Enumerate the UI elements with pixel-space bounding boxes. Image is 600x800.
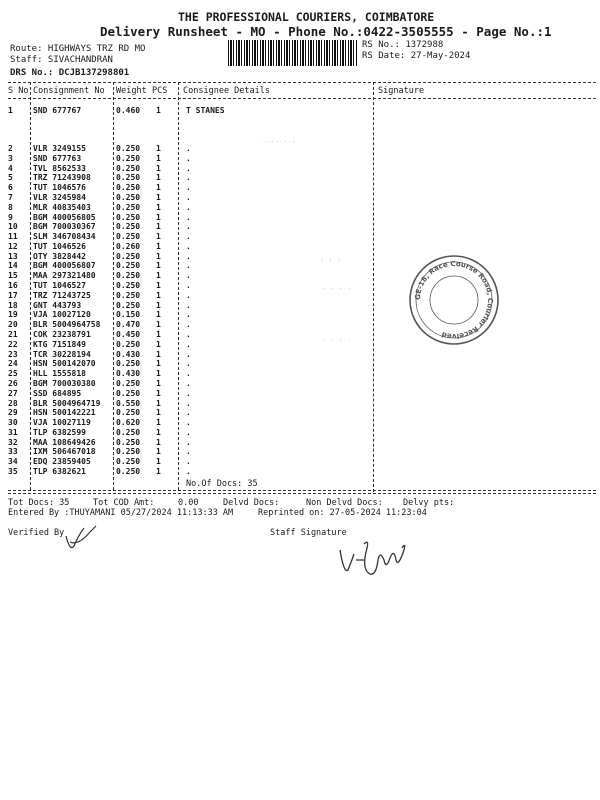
- cell-pcs: 1: [156, 388, 161, 398]
- cell-pcs: 1: [156, 290, 161, 300]
- cell-consignee: .: [186, 183, 191, 193]
- cell-sno: 17: [8, 290, 18, 300]
- cell-pcs: 1: [156, 320, 161, 330]
- cell-weight: 0.250: [116, 300, 141, 310]
- cell-consignment: SND 677767: [33, 106, 82, 115]
- delvy-pts: Delvy pts:: [403, 498, 455, 508]
- cell-consignment: TRZ 71243725: [33, 290, 91, 300]
- verified-by: Verified By: [8, 528, 65, 538]
- cell-sno: 27: [8, 388, 18, 398]
- cell-weight: 0.260: [116, 241, 141, 251]
- cell-sno: 21: [8, 330, 18, 339]
- cell-sno: 23: [8, 349, 18, 359]
- cell-consignment: BGM 400056805: [33, 212, 96, 222]
- stamp-text: GE-18, Race Course Road, Courier Received: [413, 259, 495, 341]
- cell-consignee: .: [186, 144, 191, 153]
- svg-text:GE-18, Race Course Road, Couri: [414, 260, 494, 340]
- cell-consignee: .: [186, 163, 191, 173]
- no-of-docs: No.Of Docs: 35: [186, 479, 258, 489]
- cell-pcs: 1: [156, 310, 161, 320]
- cell-pcs: 1: [156, 378, 161, 388]
- cell-pcs: 1: [156, 153, 161, 163]
- cell-weight: 0.250: [116, 153, 141, 163]
- cell-sno: 25: [8, 369, 18, 379]
- cell-consignee: .: [186, 418, 191, 428]
- cell-consignment: VJA 10027120: [33, 310, 91, 320]
- cell-sno: 5: [8, 173, 13, 183]
- cell-sno: 19: [8, 310, 18, 320]
- cell-weight: 0.550: [116, 398, 141, 408]
- cell-weight: 0.250: [116, 202, 141, 212]
- cell-weight: 0.250: [116, 378, 141, 388]
- cell-consignment: MAA 108649426: [33, 437, 96, 447]
- header-consignment: Consignment No: [33, 86, 105, 96]
- staff-signature: [336, 530, 414, 586]
- cell-weight: 0.250: [116, 183, 141, 193]
- entered-by: Entered By :THUYAMANI 05/27/2024 11:13:33 AM: [8, 508, 234, 518]
- cell-pcs: 1: [156, 300, 161, 310]
- cell-sno: 24: [8, 359, 18, 369]
- cell-consignment: TLP 6382621: [33, 467, 86, 477]
- cell-sno: 32: [8, 437, 18, 447]
- cell-sno: 8: [8, 202, 13, 212]
- cell-sno: 22: [8, 339, 18, 349]
- cell-consignment: HSN 500142070: [33, 359, 96, 369]
- cell-pcs: 1: [156, 457, 161, 467]
- cell-consignment: GNT 443793: [33, 300, 82, 310]
- cell-consignee: T STANES: [186, 106, 225, 115]
- cell-consignee: .: [186, 447, 191, 457]
- cell-consignment: TCR 30228194: [33, 349, 91, 359]
- cell-consignee: .: [186, 290, 191, 300]
- cell-pcs: 1: [156, 447, 161, 457]
- cell-weight: 0.460: [116, 106, 141, 115]
- cell-pcs: 1: [156, 202, 161, 212]
- cell-sno: 15: [8, 271, 18, 281]
- verified-signature: [60, 522, 102, 556]
- cell-weight: 0.620: [116, 418, 141, 428]
- cell-consignee: .: [186, 261, 191, 271]
- cell-sno: 7: [8, 192, 13, 202]
- cell-weight: 0.250: [116, 261, 141, 271]
- cell-weight: 0.250: [116, 271, 141, 281]
- cell-pcs: 1: [156, 212, 161, 222]
- col-divider: [30, 82, 31, 490]
- col-divider: [178, 82, 179, 490]
- barcode: [228, 40, 358, 66]
- cell-weight: 0.250: [116, 408, 141, 418]
- cell-consignment: BLR 5004964758: [33, 320, 101, 330]
- cell-consignee: .: [186, 310, 191, 320]
- cell-pcs: 1: [156, 281, 161, 291]
- non-delvd-docs: Non Delvd Docs:: [306, 498, 383, 508]
- header-pcs: PCS: [152, 86, 168, 96]
- cell-sno: 26: [8, 378, 18, 388]
- cell-weight: 0.250: [116, 222, 141, 232]
- cell-consignee: .: [186, 251, 191, 261]
- table-bottom-rule-2: [8, 493, 596, 494]
- cell-consignment: MAA 297321480: [33, 271, 96, 281]
- cell-pcs: 1: [156, 369, 161, 379]
- cell-weight: 0.250: [116, 163, 141, 173]
- cell-weight: 0.430: [116, 369, 141, 379]
- cell-consignment: IXM 506467018: [33, 447, 96, 457]
- cell-consignment: TVL 8562533: [33, 163, 86, 173]
- cell-consignee: .: [186, 153, 191, 163]
- cell-consignee: .: [186, 271, 191, 281]
- tot-cod-amount: 0.00: [178, 498, 199, 508]
- cell-pcs: 1: [156, 261, 161, 271]
- cell-weight: 0.250: [116, 447, 141, 457]
- cell-consignee: .: [186, 359, 191, 369]
- tot-cod-label: Tot COD Amt:: [93, 498, 155, 508]
- table-bottom-rule: [8, 490, 596, 491]
- cell-consignment: VLR 3245984: [33, 192, 86, 202]
- cell-weight: 0.250: [116, 457, 141, 467]
- cell-sno: 30: [8, 418, 18, 428]
- cell-weight: 0.250: [116, 281, 141, 291]
- cell-consignment: MLR 40835403: [33, 202, 91, 212]
- cell-weight: 0.250: [116, 359, 141, 369]
- cell-consignee: .: [186, 232, 191, 242]
- rs-date: RS Date: 27-May-2024: [362, 51, 471, 61]
- cell-sno: 11: [8, 232, 18, 242]
- cell-consignment: VLR 3249155: [33, 144, 86, 153]
- cell-consignee: .: [186, 378, 191, 388]
- cell-consignment: HLL 1555818: [33, 369, 86, 379]
- cell-pcs: 1: [156, 418, 161, 428]
- cell-consignment: TUT 1046576: [33, 183, 86, 193]
- company-name: THE PROFESSIONAL COURIERS, COIMBATORE: [178, 10, 435, 24]
- drs-number: DRS No.: DCJB137298801: [10, 68, 130, 78]
- cell-sno: 9: [8, 212, 13, 222]
- cell-pcs: 1: [156, 408, 161, 418]
- cell-consignment: TRZ 71243908: [33, 173, 91, 183]
- cell-weight: 0.250: [116, 144, 141, 153]
- cell-consignment: TUT 1046526: [33, 241, 86, 251]
- cell-pcs: 1: [156, 144, 161, 153]
- cell-sno: 14: [8, 261, 18, 271]
- col-divider: [113, 82, 114, 490]
- header-weight: Weight: [116, 86, 147, 96]
- cell-consignment: VJA 10027119: [33, 418, 91, 428]
- runsheet-title: Delivery Runsheet - MO - Phone No.:0422-3505555 - Page No.:1: [100, 24, 552, 39]
- cell-weight: 0.250: [116, 467, 141, 477]
- cell-weight: 0.150: [116, 310, 141, 320]
- cell-weight: 0.250: [116, 192, 141, 202]
- cell-pcs: 1: [156, 163, 161, 173]
- cell-consignee: .: [186, 388, 191, 398]
- header-consignee: Consignee Details: [183, 86, 270, 96]
- cell-consignee: .: [186, 427, 191, 437]
- table-header-rule: [8, 98, 596, 99]
- cell-weight: 0.250: [116, 173, 141, 183]
- table-top-rule: [8, 82, 596, 83]
- cell-consignment: BGM 700030367: [33, 222, 96, 232]
- cell-weight: 0.250: [116, 232, 141, 242]
- cell-sno: 16: [8, 281, 18, 291]
- cell-pcs: 1: [156, 232, 161, 242]
- cell-pcs: 1: [156, 173, 161, 183]
- col-divider: [373, 82, 374, 492]
- cell-consignee: .: [186, 398, 191, 408]
- cell-weight: 0.250: [116, 251, 141, 261]
- cell-sno: 29: [8, 408, 18, 418]
- cell-pcs: 1: [156, 349, 161, 359]
- header-signature: Signature: [378, 86, 425, 96]
- cell-consignment: TLP 6382599: [33, 427, 86, 437]
- reprinted-on: Reprinted on: 27-05-2024 11:23:04: [258, 508, 427, 518]
- cell-consignment: SSD 684895: [33, 388, 82, 398]
- cell-pcs: 1: [156, 192, 161, 202]
- cell-weight: 0.250: [116, 437, 141, 447]
- cell-sno: 13: [8, 251, 18, 261]
- cell-weight: 0.250: [116, 427, 141, 437]
- cell-sno: 12: [8, 241, 18, 251]
- cell-consignment: BLR 5004964719: [33, 398, 101, 408]
- cell-consignment: OTY 3828442: [33, 251, 86, 261]
- courier-stamp: [408, 254, 500, 346]
- cell-consignee: .: [186, 339, 191, 349]
- cell-weight: 0.450: [116, 330, 141, 339]
- cell-pcs: 1: [156, 398, 161, 408]
- cell-consignee: .: [186, 173, 191, 183]
- cell-weight: 0.250: [116, 290, 141, 300]
- cell-consignment: HSN 500142221: [33, 408, 96, 418]
- cell-sno: 34: [8, 457, 18, 467]
- cell-consignment: COK 23238791: [33, 330, 91, 339]
- cell-consignee: .: [186, 437, 191, 447]
- rs-number: RS No.: 1372988: [362, 40, 444, 50]
- cell-pcs: 1: [156, 427, 161, 437]
- cell-pcs: 1: [156, 330, 161, 339]
- cell-pcs: 1: [156, 222, 161, 232]
- cell-consignment: SLM 346708434: [33, 232, 96, 242]
- cell-consignment: BGM 700030380: [33, 378, 96, 388]
- staff-signature-label: Staff Signature: [270, 528, 347, 538]
- cell-weight: 0.470: [116, 320, 141, 330]
- cell-pcs: 1: [156, 251, 161, 261]
- cell-consignee: .: [186, 192, 191, 202]
- cell-pcs: 1: [156, 359, 161, 369]
- cell-consignee: .: [186, 222, 191, 232]
- header-sno: S No: [8, 86, 29, 96]
- cell-sno: 10: [8, 222, 18, 232]
- staff-label: Staff: SIVACHANDRAN: [10, 55, 113, 65]
- cell-consignee: .: [186, 457, 191, 467]
- cell-consignee: .: [186, 281, 191, 291]
- cell-weight: 0.430: [116, 349, 141, 359]
- cell-consignee: .: [186, 300, 191, 310]
- cell-weight: 0.250: [116, 388, 141, 398]
- cell-consignment: KTG 7151849: [33, 339, 86, 349]
- cell-sno: 28: [8, 398, 18, 408]
- cell-pcs: 1: [156, 271, 161, 281]
- cell-consignee: .: [186, 330, 191, 339]
- cell-pcs: 1: [156, 339, 161, 349]
- cell-sno: 3: [8, 153, 13, 163]
- cell-sno: 35: [8, 467, 18, 477]
- route-label: Route: HIGHWAYS TRZ RD MO: [10, 44, 146, 54]
- cell-consignee: .: [186, 467, 191, 477]
- delvd-docs: Delvd Docs:: [223, 498, 280, 508]
- cell-weight: 0.250: [116, 212, 141, 222]
- cell-consignee: .: [186, 408, 191, 418]
- cell-consignee: .: [186, 349, 191, 359]
- cell-sno: 33: [8, 447, 18, 457]
- cell-pcs: 1: [156, 106, 161, 115]
- cell-consignment: SND 677763: [33, 153, 82, 163]
- cell-sno: 6: [8, 183, 13, 193]
- cell-sno: 1: [8, 106, 13, 115]
- cell-consignment: TUT 1046527: [33, 281, 86, 291]
- cell-sno: 4: [8, 163, 13, 173]
- cell-consignee: .: [186, 202, 191, 212]
- cell-sno: 20: [8, 320, 18, 330]
- cell-pcs: 1: [156, 241, 161, 251]
- cell-consignee: .: [186, 369, 191, 379]
- cell-sno: 18: [8, 300, 18, 310]
- cell-sno: 31: [8, 427, 18, 437]
- tot-docs: Tot Docs: 35: [8, 498, 70, 508]
- cell-consignment: BGM 400056807: [33, 261, 96, 271]
- cell-consignment: EDQ 23859405: [33, 457, 91, 467]
- cell-pcs: 1: [156, 183, 161, 193]
- cell-consignee: .: [186, 212, 191, 222]
- cell-consignee: .: [186, 241, 191, 251]
- cell-pcs: 1: [156, 467, 161, 477]
- cell-sno: 2: [8, 144, 13, 153]
- cell-weight: 0.250: [116, 339, 141, 349]
- cell-consignee: .: [186, 320, 191, 330]
- cell-pcs: 1: [156, 437, 161, 447]
